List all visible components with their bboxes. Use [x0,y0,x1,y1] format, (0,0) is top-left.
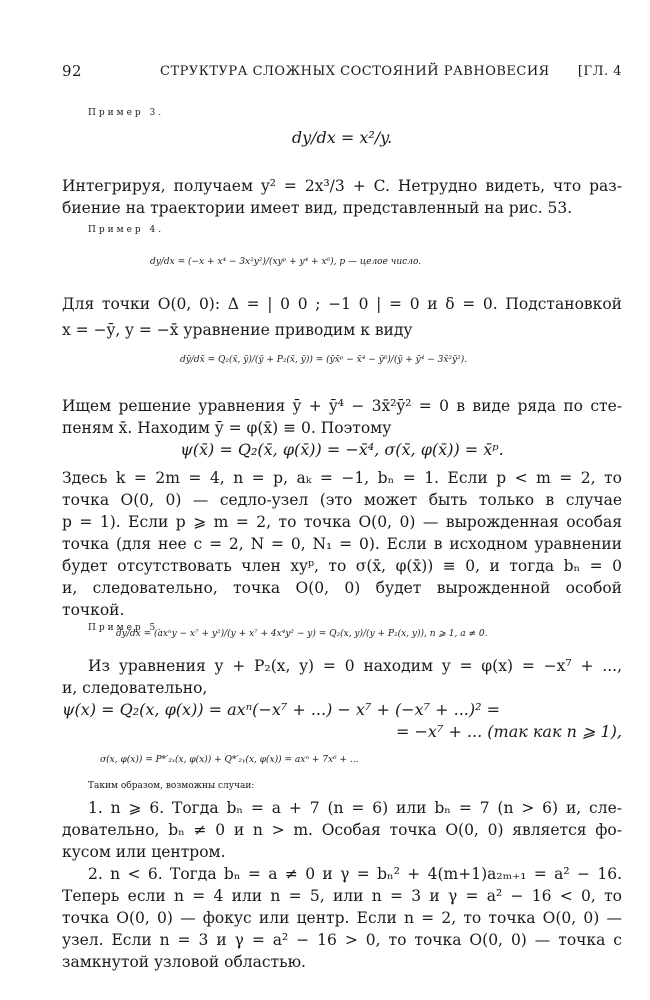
text-line: довательно, bₙ ≠ 0 и n > m. Особая точка O(0, 0) является фо- [62,821,622,839]
text-line: Здесь k = 2m = 4, n = p, aₖ = −1, bₙ = 1. Если p < m = 2, то [62,469,622,487]
formula-psi: ψ(x) = Q₂(x, φ(x)) = axⁿ(−x⁷ + ...) − x⁷ + (−x⁷ + ...)² = [62,700,501,719]
text-line: p = 1). Если p ⩾ m = 2, то точка O(0, 0) — вырожденная особая [62,513,622,531]
formula-sigma: σ(x, φ(x)) = P*′₂ₓ(x, φ(x)) + Q*′₂ᵧ(x, φ(x)) = axⁿ + 7x⁶ + ... [100,755,359,765]
chapter-label: [ГЛ. 4 [577,64,622,79]
formula-example-4: dy/dx = (−x + x⁴ − 3x²y²)/(xyᵖ + y⁴ + x⁶), p — целое число. [150,257,422,267]
text-line: будет отсутствовать член xyᵖ, то σ(x̄, φ(x̄)) ≡ 0, и тогда bₙ = 0 [62,557,622,575]
page-number: 92 [62,62,83,80]
formula-psi-continued: = −x⁷ + ... (так как n ⩾ 1), [396,722,622,741]
text-line: и, следовательно, точка O(0, 0) будет вырожденной особой [62,579,622,597]
text-line: замкнутой узловой областью. [62,953,306,971]
text-line: узел. Если n = 3 и γ = a² − 16 > 0, то точка O(0, 0) — точка с [62,931,622,949]
formula-transformed: dȳ/dx̄ = Q₂(x̄, ȳ)/(ȳ + P₂(x̄, ȳ)) = (ȳx̄ᵖ − x̄⁴ − ȳ⁶)/(ȳ + ȳ⁴ − 3x̄²ȳ²). [180,355,468,365]
text-line: точка O(0, 0) — седло-узел (это может быть только в случае [62,491,622,509]
example-3-heading: Пример 3. [88,108,165,118]
running-title: СТРУКТУРА СЛОЖНЫХ СОСТОЯНИЙ РАВНОВЕСИЯ [160,64,550,79]
text-line: Таким образом, возможны случаи: [88,781,255,791]
text-line: x = −ȳ, y = −x̄ уравнение приводим к виду [62,321,413,339]
example-4-heading: Пример 4. [88,225,165,235]
text-line: точкой. [62,601,125,619]
formula-example-3: dy/dx = x²/y. [291,128,393,147]
text-line: Для точки O(0, 0): Δ = | 0 0 ; −1 0 | = 0 и δ = 0. Подстановкой [62,295,622,313]
text-line: Теперь если n = 4 или n = 5, или n = 3 и γ = a² − 16 < 0, то [62,887,622,905]
text-line: биение на траектории имеет вид, представленный на рис. 53. [62,199,573,217]
case-2-line: 2. n < 6. Тогда bₙ = a ≠ 0 и γ = bₙ² + 4(m+1)a₂ₘ₊₁ = a² − 16. [88,865,622,883]
case-1-line: 1. n ⩾ 6. Тогда bₙ = a + 7 (n = 6) или bₙ = 7 (n > 6) и, сле- [88,799,622,817]
text-line: Из уравнения y + P₂(x, y) = 0 находим y = φ(x) = −x⁷ + ..., [88,657,622,675]
text-line: кусом или центром. [62,843,226,861]
formula-example-5: dy/dx = (axⁿy − x⁷ + y²)/(y + x⁷ + 4x⁴y² − y) = Q₂(x, y)/(y + P₂(x, y)), n ⩾ 1, a ≠ 0. [116,629,488,639]
page-header [62,62,622,82]
text-line: пеням x̄. Находим ȳ = φ(x̄) ≡ 0. Поэтому [62,419,392,437]
text-line: и, следовательно, [62,679,208,697]
example-5-heading: Пример 5. [88,623,165,633]
text-line: точка O(0, 0) — фокус или центр. Если n = 2, то точка O(0, 0) — [62,909,622,927]
text-line: Интегрируя, получаем y² = 2x³/3 + C. Нетрудно видеть, что раз- [62,177,622,195]
text-line: точка (для нее c = 2, N = 0, N₁ = 0). Если в исходном уравнении [62,535,622,553]
text-line: Ищем решение уравнения ȳ + ȳ⁴ − 3x̄²ȳ² = 0 в виде ряда по сте- [62,397,622,415]
formula-psi-sigma: ψ(x̄) = Q₂(x̄, φ(x̄)) = −x̄⁴, σ(x̄, φ(x̄)) = x̄ᵖ. [180,440,504,459]
